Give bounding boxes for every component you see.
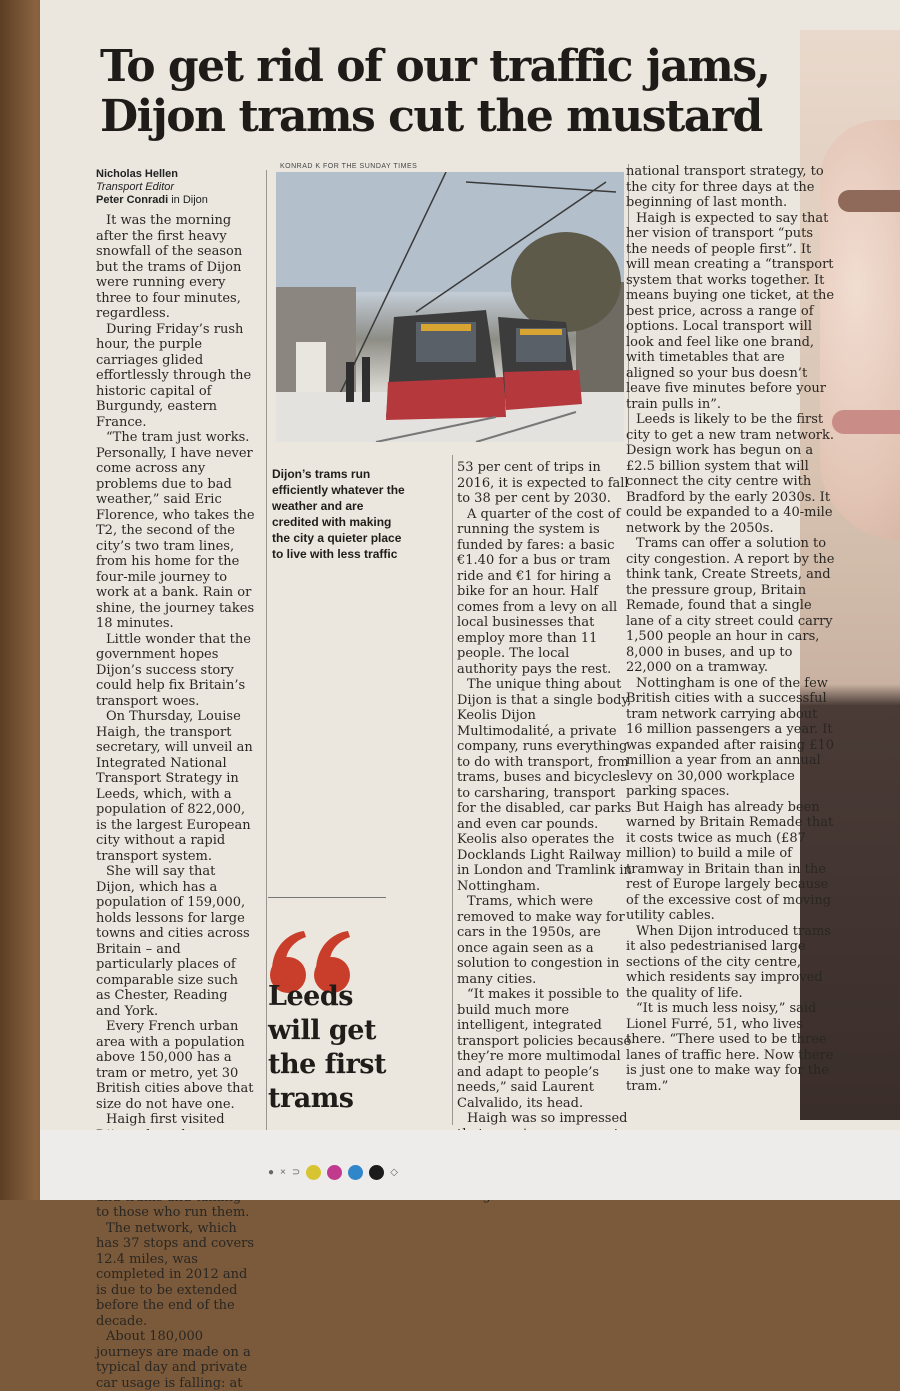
paragraph: Nottingham is one of the few British cities with a successful tram network carrying about 16 million passengers a year. It was expanded after raising £10 million a year from an annual levy on 30,000 workplace parking spaces. xyxy=(626,675,835,799)
article-column-1 xyxy=(96,168,256,1391)
column-rule xyxy=(452,455,453,1125)
byline-coauthor-line xyxy=(96,194,256,207)
byline-coauthor: Peter Conradi xyxy=(96,194,169,206)
paragraph: “The tram just works. Personally, I have never come across any problems due to bad weather,” said Eric Florence, who takes the T2, the second of the city’s two tram lines, from his home for the four-mile journey to work at a bank. Rain or shine, the journey takes 18 minutes. xyxy=(96,430,255,631)
paragraph: About 180,000 journeys are made on a typical day and private car usage is falling: at xyxy=(96,1329,251,1391)
article-column-4 xyxy=(626,164,836,1094)
paragraph: The unique thing about Dijon is that a single body, Keolis Dijon Multimodalité, a private company, runs everything to do with transport, from trams, buses and bicycles to carsharing, transport for the disabled, car parks and even car pounds. Keolis also operates the Docklands Light Railway in London and Tramlink in Nottingham. xyxy=(457,677,632,894)
paragraph: It was the morning after the first heavy snowfall of the season but the trams of Dijon were running every three to four minutes, regardless. xyxy=(96,213,243,321)
paragraph: Haigh first visited to those who run them. xyxy=(96,1112,250,1220)
paragraph: Trams, which were removed to make way for cars in the 1950s, are once again seen as a solution to congestion in many cities. xyxy=(457,894,625,987)
paragraph: “It is much less noisy,” said Lionel Furré, 51, who lives there. “There used to be three lanes of traffic here. Now there is just one to make way for the tram.” xyxy=(626,1001,834,1094)
paragraph: 53 per cent of trips in 2016, it is expected to fall to 38 per cent by 2030. xyxy=(457,460,629,506)
paragraph: A quarter of the cost of running the system is funded by fares: a basic €1.40 for a bus or tram ride and €1 for hiring a bike for an hour. Half comes from a levy on all local businesses that employ more than 11 people. The local authority pays the rest. xyxy=(457,506,621,677)
byline-author: Nicholas Hellen xyxy=(96,168,178,180)
page-bottom-margin xyxy=(40,1130,900,1200)
tram-1-destination xyxy=(421,324,471,331)
color-dot-magenta xyxy=(327,1165,342,1180)
article-headline: To get rid of our traffic jams, Dijon trams cut the mustard xyxy=(100,41,770,142)
tram-photo xyxy=(276,172,624,442)
adjacent-photo-lips xyxy=(832,410,900,434)
color-dot-cyan xyxy=(348,1165,363,1180)
registration-mark: ● xyxy=(268,1166,275,1178)
byline-location: in Dijon xyxy=(171,194,208,206)
pull-quote: Leeds will get the first trams xyxy=(268,981,386,1114)
paragraph: “It makes it possible to build much more intelligent, integrated transport policies because they’re more multimodal and adapt to people’s needs,” said Laurent Calvalido, its head. xyxy=(457,987,632,1111)
tram-1-skirt xyxy=(386,377,506,420)
byline-author-role: Transport Editor xyxy=(96,181,175,193)
paragraph: She will say that Dijon, which has a population of 159,000, holds lessons for large towns and cities across Britain – and particularly places of comparable size such as Chester, Reading and York. xyxy=(96,864,250,1019)
print-registration-marks xyxy=(268,1163,398,1181)
paragraph: national transport strategy, to the city for three days at the beginning of last month. xyxy=(626,164,824,210)
tram-photo-illustration xyxy=(276,172,624,442)
paragraph: Little wonder that the government hopes Dijon’s success story could help fix Britain’s transport woes. xyxy=(96,631,251,709)
column-rule xyxy=(266,170,267,1130)
paragraph: The network, which has 37 stops and covers 12.4 miles, was completed in 2012 and is due to be extended before the end of the decade. xyxy=(96,1220,255,1329)
tree xyxy=(511,232,621,332)
paragraph: Leeds is likely to be the first city to get a new tram network. Design work has begun on a £2.5 billion system that will connect the city centre with Bradford by the early 2030s. It could be expanded to a 40-mile network by the 2050s. xyxy=(626,412,835,536)
paragraph: But Haigh has already been warned by Britain Remade that it costs twice as much (£87 million) to build a mile of tramway in Britain than in the rest of Europe largely because of the excessive cost of moving utility cables. xyxy=(626,799,834,923)
paragraph: Haigh was so impressed xyxy=(467,1111,628,1126)
tram-2-skirt xyxy=(504,370,582,410)
registration-mark: ◇ xyxy=(390,1166,398,1178)
tram-stop-sign xyxy=(296,342,326,392)
photo-caption: Dijon’s trams run efficiently whatever the weather and are credited with making the city a quieter place to live with less traffic xyxy=(272,467,405,561)
paragraph: Haigh is expected to say that her vision of transport “puts the needs of people first”. It will mean creating a “transport system that works together. It means buying one ticket, at the best price, across a range of options. Local transport will look and feel like one brand, with timetables that are aligned so your bus doesn’t leave five minutes before your train pulls in”. xyxy=(626,210,835,412)
registration-mark: ⊃ xyxy=(291,1166,301,1178)
color-dot-black xyxy=(369,1165,384,1180)
byline xyxy=(96,168,256,207)
paragraph: When Dijon introduced trams it also pedestrianised large sections of the city centre, which residents say improved the quality of life. xyxy=(626,923,831,1001)
tram-2-destination xyxy=(520,329,562,335)
photo-credit: KONRAD K FOR THE SUNDAY TIMES xyxy=(280,163,418,170)
article-column-3 xyxy=(457,460,632,1204)
registration-mark: × xyxy=(280,1166,286,1178)
paragraph: During Friday’s rush hour, the purple carriages glided effortlessly through the historic capital of Burgundy, eastern France. xyxy=(96,321,252,430)
pedestrian xyxy=(362,357,370,402)
paragraph: Trams can offer a solution to city congestion. A report by the think tank, Create Streets, and the pressure group, Britain Remade, found that a single lane of a city street could carry 1,500 people an hour in cars, 8,000 in buses, and up to 22,000 on a tramway. xyxy=(626,536,835,675)
paragraph: On Thursday, Louise Haigh, the transport secretary, will unveil an Integrated National Transport Strategy in Leeds, which, with a population of 822,000, is the largest European city without a rapid transport system. xyxy=(96,709,253,864)
color-dot-yellow xyxy=(306,1165,321,1180)
paragraph: Every French urban area with a population above 150,000 has a tram or metro, yet 30 British cities above that size do not have one. xyxy=(96,1019,254,1112)
adjacent-photo-eye xyxy=(838,190,900,212)
pedestrian xyxy=(346,362,354,402)
